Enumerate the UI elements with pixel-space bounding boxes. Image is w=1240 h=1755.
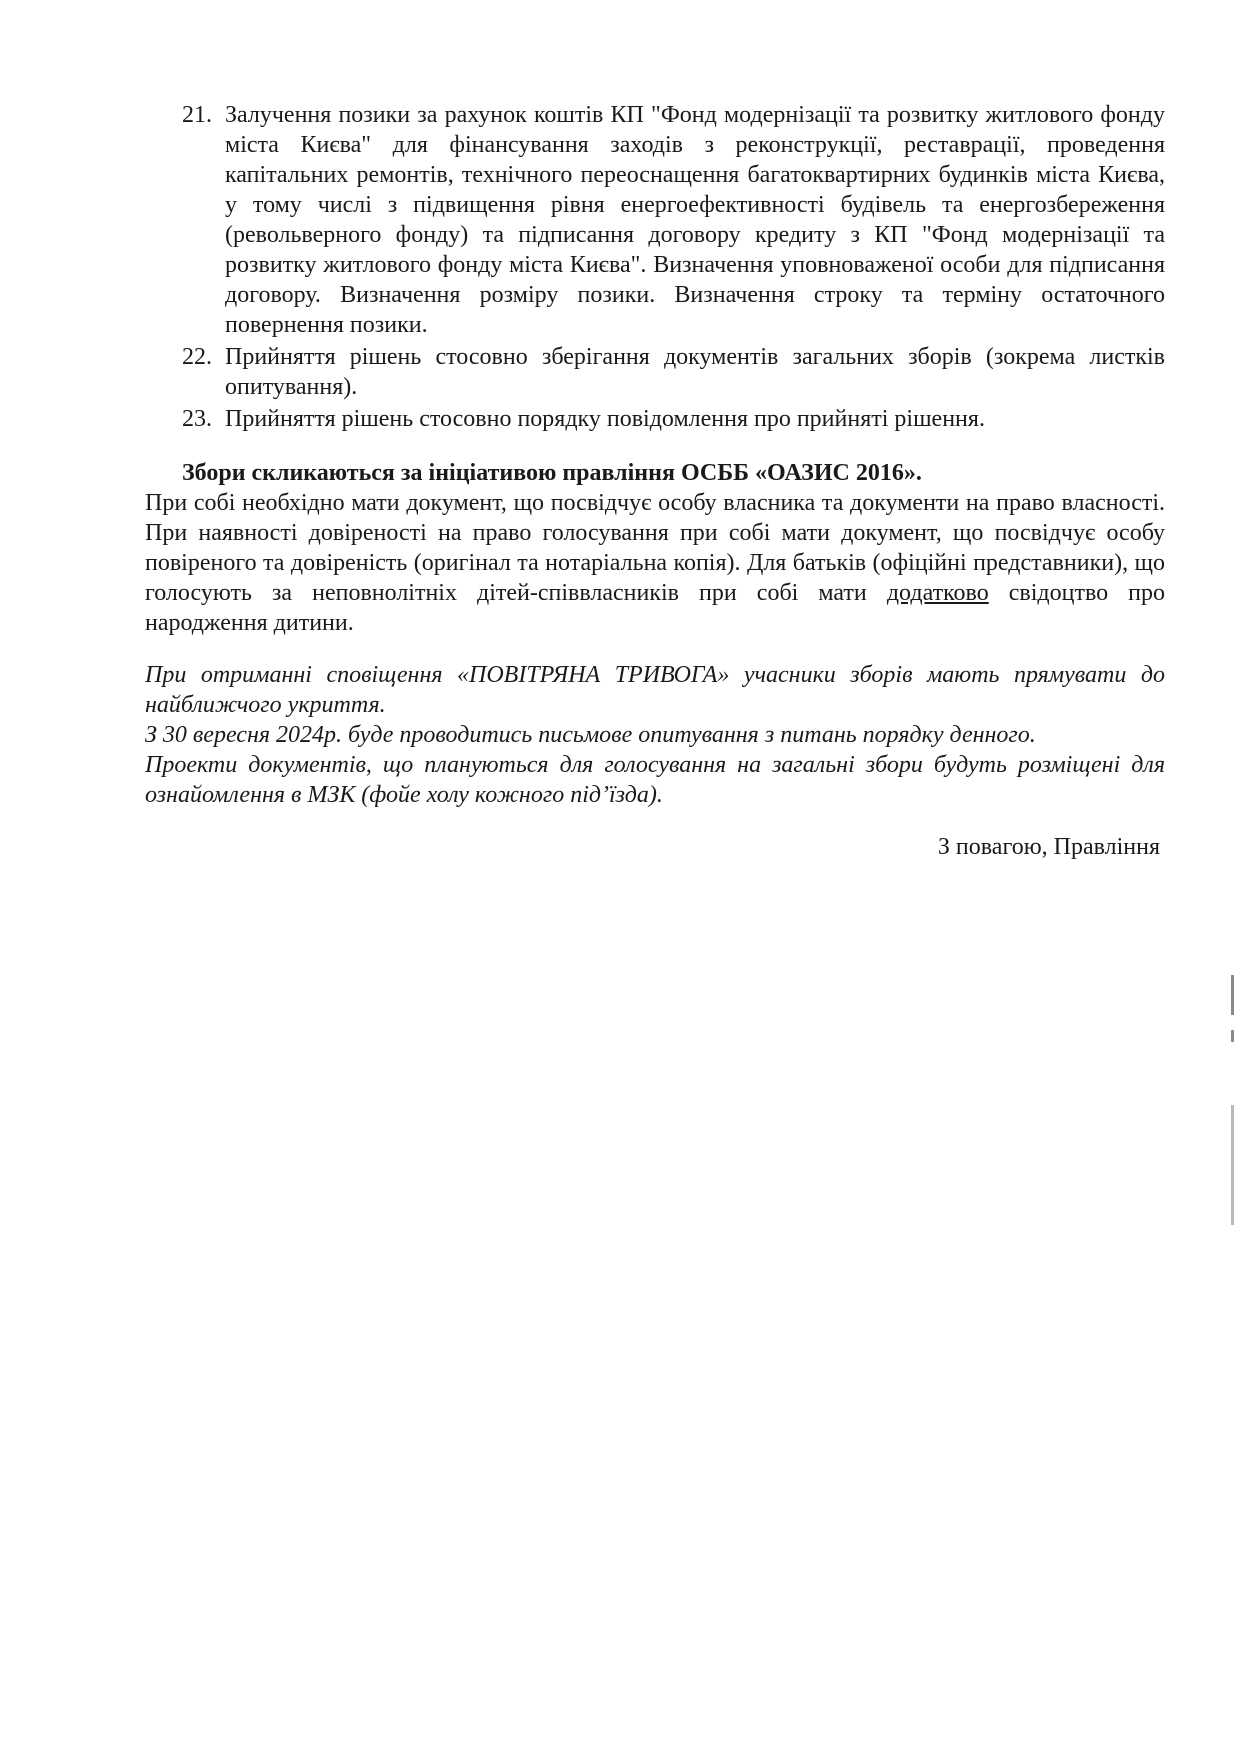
documents-requirement-paragraph <box>145 488 1165 638</box>
agenda-item-text: Прийняття рішень стосовно зберігання документів загальних зборів (зокрема листків опитування). <box>225 344 1165 400</box>
italic-notes <box>145 660 1165 810</box>
underlined-word: додатково <box>886 580 989 606</box>
document-body <box>145 100 1165 862</box>
scan-artifact <box>1231 1105 1234 1225</box>
agenda-item <box>145 100 1165 340</box>
agenda-item-number: 22. <box>182 344 212 370</box>
scan-artifact <box>1231 1030 1234 1042</box>
agenda-item-text: Прийняття рішень стосовно порядку повідомлення про прийняті рішення. <box>225 406 985 432</box>
documents-requirement-text: При собі необхідно мати документ, що посвідчує особу власника та документи на право власності. При наявності довіреності на право голосування при собі мати документ, що посвідчує особу повіреного та довіреність (оригінал та нотаріальна копія). Для батьків (офіційні представники), що голосують за неповнолітніх дітей-співвласників при собі мати <box>145 490 1165 606</box>
air-raid-note: При отриманні сповіщення «ПОВІТРЯНА ТРИВОГА» учасники зборів мають прямувати до найближчого укриття. <box>145 662 1165 718</box>
agenda-item <box>145 404 1165 434</box>
agenda-item-text: Залучення позики за рахунок коштів КП "Фонд модернізації та розвитку житлового фонду міста Києва" для фінансування заходів з реконструкції, реставрації, проведення капітальних ремонтів, технічного переоснащення багатоквартирних будинків міста Києва, у тому числі з підвищення рівня енергоефективності будівель та енергозбереження (револьверного фонду) та підписання договору кредиту з КП "Фонд модернізації та розвитку житлового фонду міста Києва". Визначення уповноваженої особи для підписання договору. Визначення розміру позики. Визначення строку та терміну остаточного повернення позики. <box>225 102 1165 338</box>
agenda-list <box>145 100 1165 434</box>
agenda-item-number: 21. <box>182 102 212 128</box>
documents-requirement-end: свідоцтво про народження дитини. <box>145 580 1166 636</box>
agenda-item-number: 23. <box>182 406 212 432</box>
scan-artifact <box>1231 975 1234 1015</box>
meeting-initiator-heading: Збори скликаються за ініціативою правління ОСББ «ОАЗИС 2016». <box>182 460 922 486</box>
drafts-note: Проекти документів, що плануються для голосування на загальні збори будуть розміщені для ознайомлення в МЗК (фойе холу кожного під’їзда). <box>145 752 1165 808</box>
agenda-item <box>145 342 1165 402</box>
survey-note: З 30 вересня 2024р. буде проводитись письмове опитування з питань порядку денного. <box>145 722 1036 748</box>
signature: З повагою, Правління <box>937 834 1160 860</box>
